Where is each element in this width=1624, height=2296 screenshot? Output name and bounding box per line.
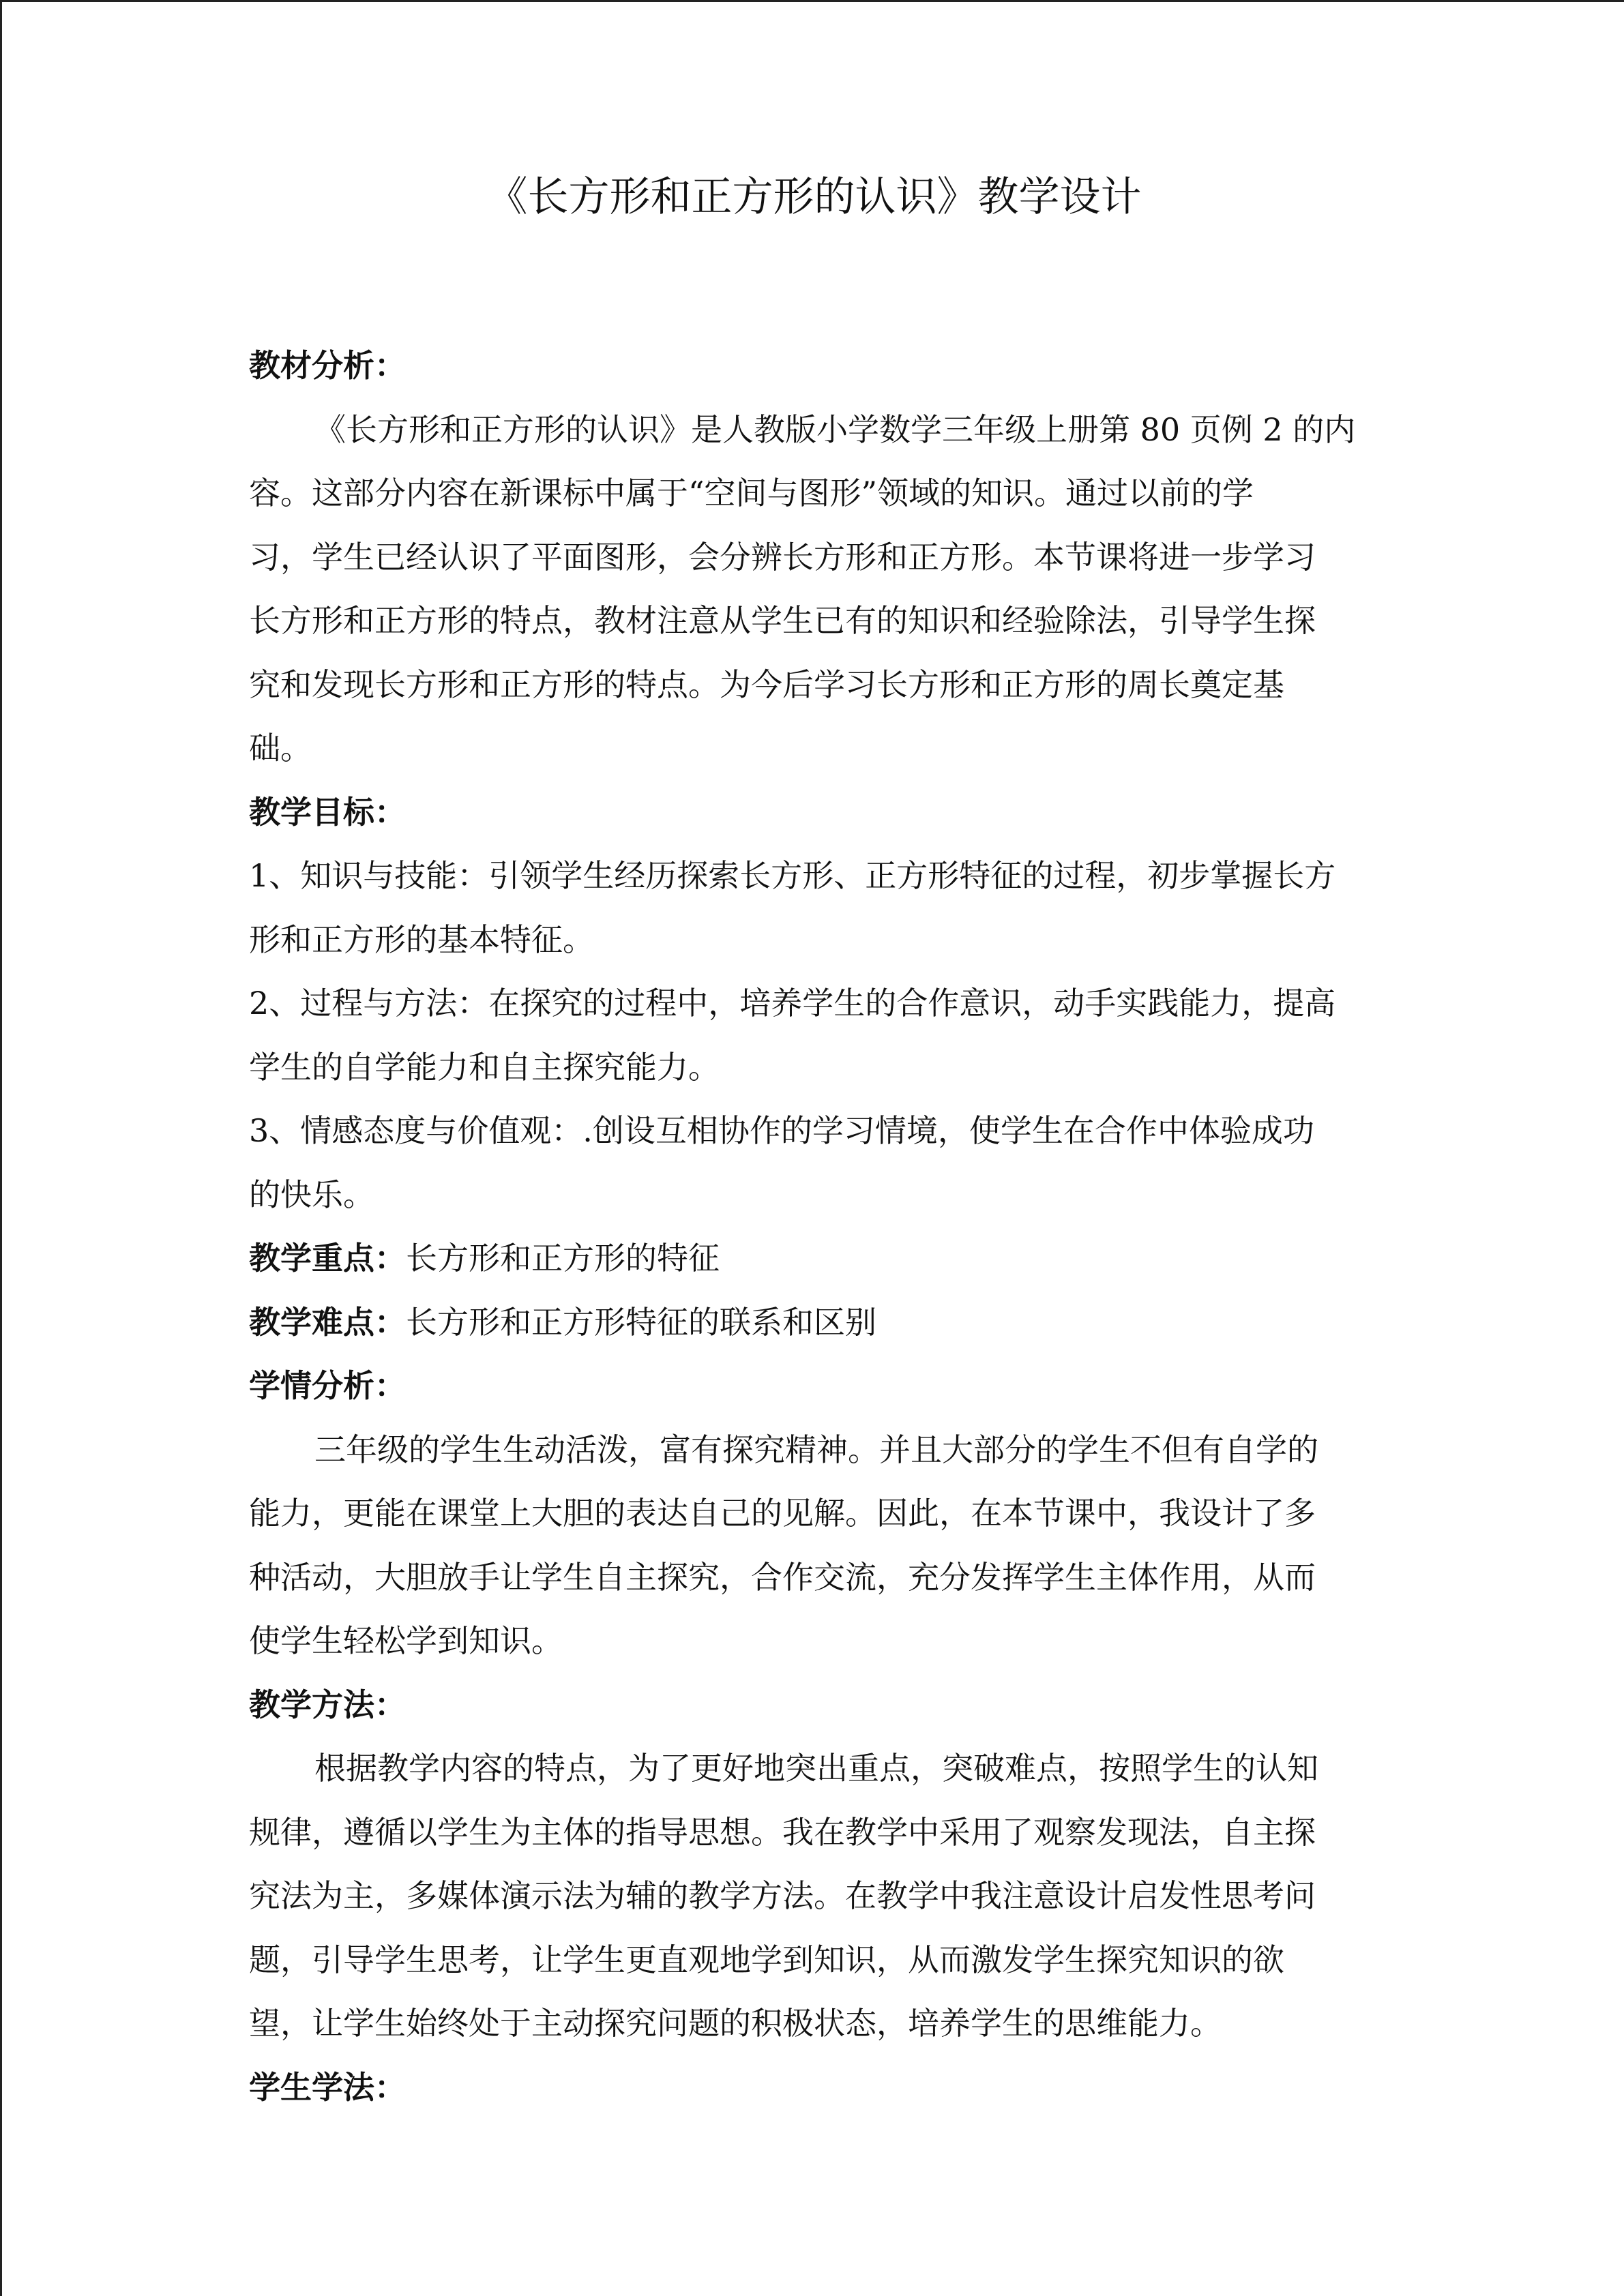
goal-line: 学生的自学能力和自主探究能力。	[249, 1048, 720, 1086]
paragraph-line: 能力，更能在课堂上大胆的表达自己的见解。因此，在本节课中，我设计了多	[249, 1495, 1316, 1532]
goal-line: 3、情感态度与价值观：.创设互相协作的学习情境，使学生在合作中体验成功	[249, 1112, 1314, 1149]
paragraph-line: 种活动，大胆放手让学生自主探究，合作交流，充分发挥学生主体作用，从而	[249, 1558, 1316, 1596]
section-heading-learners: 学情分析：	[249, 1367, 406, 1404]
section-heading-materials: 教材分析：	[249, 347, 406, 384]
paragraph-line: 三年级的学生生动活泼，富有探究精神。并且大部分的学生不但有自学的	[314, 1431, 1318, 1468]
paragraph-line: 望，让学生始终处于主动探究问题的积极状态，培养学生的思维能力。	[249, 2005, 1222, 2042]
paragraph-line: 究和发现长方形和正方形的特点。为今后学习长方形和正方形的周长奠定基	[249, 666, 1284, 703]
goal-line: 形和正方形的基本特征。	[249, 921, 594, 958]
paragraph-line: 根据教学内容的特点，为了更好地突出重点，突破难点，按照学生的认知	[314, 1750, 1318, 1787]
document-body	[249, 334, 1381, 2119]
document-title: 《长方形和正方形的认识》教学设计	[486, 173, 1142, 221]
goal-line: 2、过程与方法：在探究的过程中，培养学生的合作意识，动手实践能力，提高	[249, 985, 1336, 1022]
section-heading-goals: 教学目标：	[249, 793, 406, 831]
section-heading-methods: 教学方法：	[249, 1686, 406, 1723]
paragraph-line: 规律，遵循以学生为主体的指导思想。我在教学中采用了观察发现法，自主探	[249, 1813, 1316, 1851]
difficulty-label: 教学难点：	[249, 1303, 406, 1341]
difficulty-text: 长方形和正方形特征的联系和区别	[406, 1303, 876, 1341]
paragraph-line: 习，学生已经认识了平面图形，会分辨长方形和正方形。本节课将进一步学习	[249, 538, 1316, 576]
section-heading-study: 学生学法：	[249, 2068, 406, 2106]
key-point-row	[249, 1227, 1381, 1291]
paragraph-line: 究法为主，多媒体演示法为辅的教学方法。在教学中我注意设计启发性思考问	[249, 1877, 1316, 1914]
difficulty-row	[249, 1291, 1381, 1355]
paragraph-line: 容。这部分内容在新课标中属于“空间与图形”领域的知识。通过以前的学	[249, 475, 1254, 511]
key-point-label: 教学重点：	[249, 1240, 406, 1277]
paragraph-line: 使学生轻松学到知识。	[249, 1622, 563, 1659]
goal-line: 的快乐。	[249, 1176, 374, 1213]
paragraph-line: 长方形和正方形的特点，教材注意从学生已有的知识和经验除法，引导学生探	[249, 602, 1316, 639]
key-point-text: 长方形和正方形的特征	[406, 1240, 720, 1277]
goal-line: 1、知识与技能：引领学生经历探索长方形、正方形特征的过程，初步掌握长方	[249, 857, 1336, 894]
paragraph-line: 础。	[249, 730, 312, 766]
paragraph-line: 题，引导学生思考，让学生更直观地学到知识，从而激发学生探究知识的欲	[249, 1941, 1284, 1978]
paragraph-line: 《长方形和正方形的认识》是人教版小学数学三年级上册第 80 页例 2 的内	[314, 411, 1356, 448]
